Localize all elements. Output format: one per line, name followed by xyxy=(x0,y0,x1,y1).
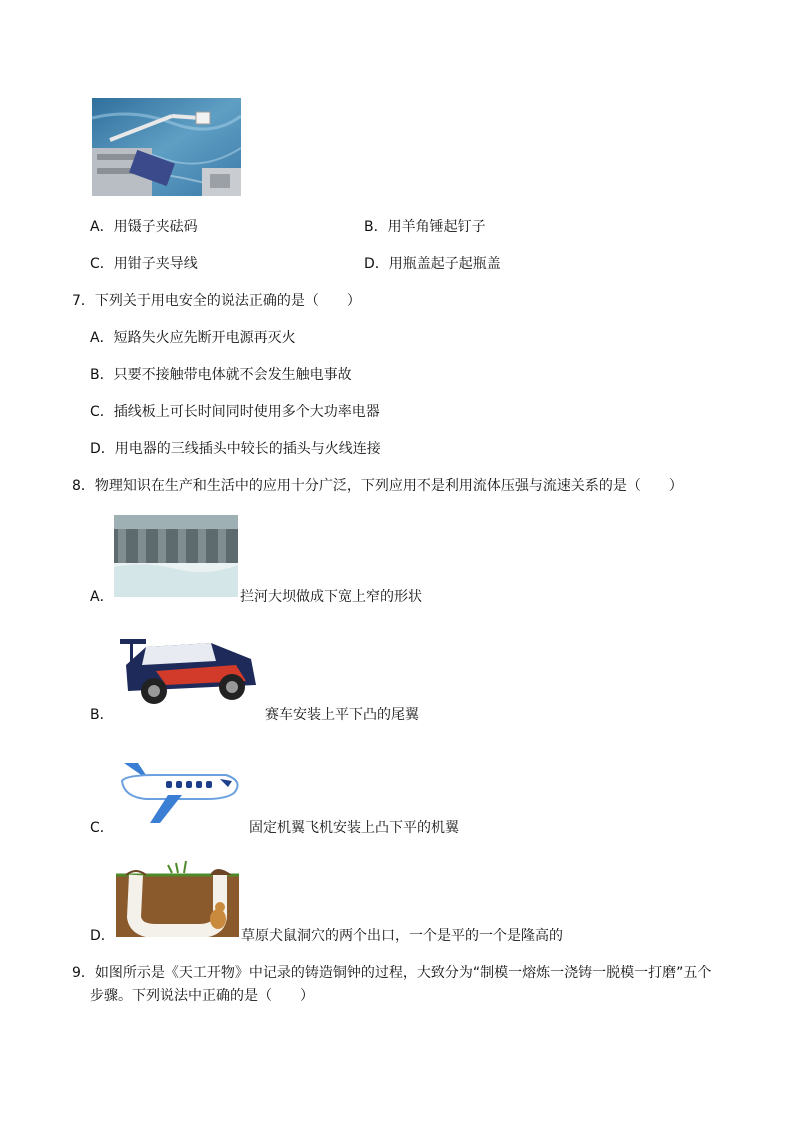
q9-stem-line1: 9．如图所示是《天工开物》中记录的铸造铜钟的过程，大致分为“制模一熔炼一浇铸一脱模一打磨”五个 xyxy=(72,965,712,981)
prairie-dog-burrow-image xyxy=(116,857,239,937)
q8-option-b-text: 赛车安装上平下凸的尾翼 xyxy=(265,707,419,723)
q8-stem: 8．物理知识在生产和生活中的应用十分广泛，下列应用不是利用流体压强与流速关系的是（ ） xyxy=(72,478,683,494)
q8-option-a-letter: A． xyxy=(90,589,114,605)
dam-image xyxy=(114,515,238,597)
q7-stem: 7．下列关于用电安全的说法正确的是（ ） xyxy=(72,293,361,309)
q8-option-a-text: 拦河大坝做成下宽上窄的形状 xyxy=(240,589,422,605)
q8-option-b-letter: B． xyxy=(90,707,114,723)
q7-option-c: C．插线板上可长时间同时使用多个大功率电器 xyxy=(90,404,380,420)
q7-option-d: D．用电器的三线插头中较长的插头与火线连接 xyxy=(90,441,381,457)
q6-option-a: A．用镊子夹砝码 xyxy=(90,219,198,235)
space-station-arm-image xyxy=(92,98,241,196)
q7-option-b: B．只要不接触带电体就不会发生触电事故 xyxy=(90,367,352,383)
airplane-image xyxy=(116,745,246,828)
q7-option-a: A．短路失火应先断开电源再灭火 xyxy=(90,330,296,346)
q6-option-b: B．用羊角锤起钉子 xyxy=(364,219,486,235)
q9-stem-line2: 步骤。下列说法中正确的是（ ） xyxy=(90,988,314,1004)
q8-option-c-text: 固定机翼飞机安装上凸下平的机翼 xyxy=(249,820,459,836)
q8-option-d-text: 草原犬鼠洞穴的两个出口，一个是平的一个是隆高的 xyxy=(241,928,563,944)
q6-option-c: C．用钳子夹导线 xyxy=(90,256,198,272)
q6-option-d: D．用瓶盖起子起瓶盖 xyxy=(364,256,501,272)
race-car-image xyxy=(116,625,263,714)
q8-option-c-letter: C． xyxy=(90,820,114,836)
q8-option-d-letter: D． xyxy=(90,928,115,944)
